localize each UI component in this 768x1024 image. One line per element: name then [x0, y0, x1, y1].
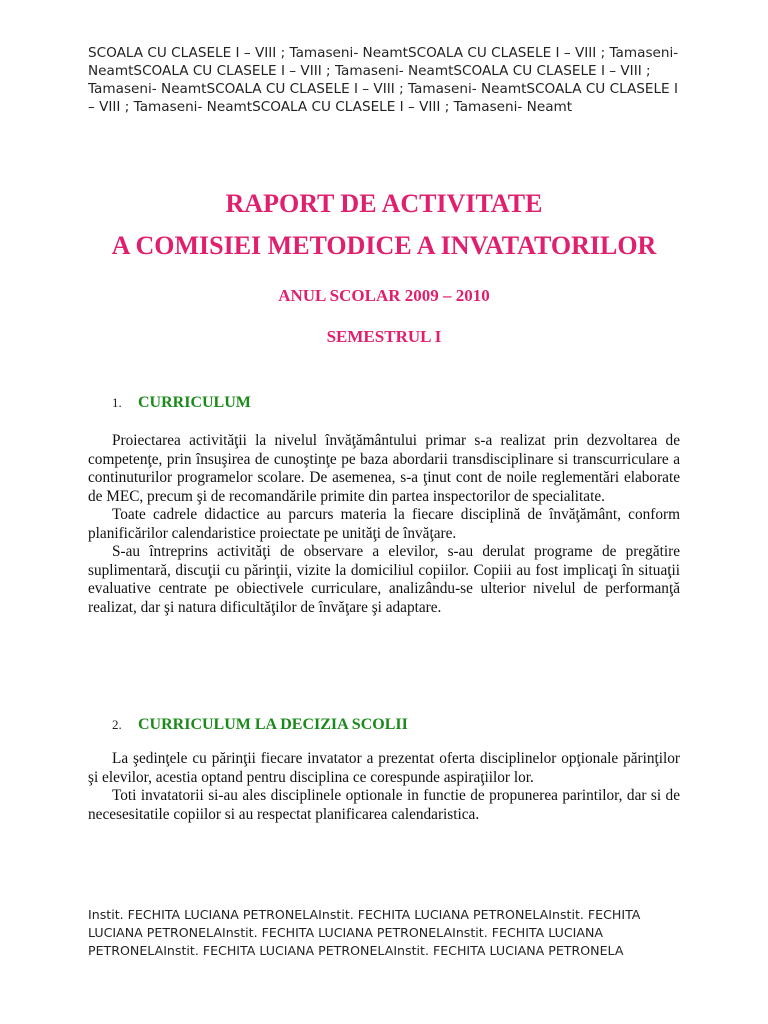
section-body-curriculum-decizia-scolii — [88, 750, 680, 824]
report-title-line-1: RAPORT DE ACTIVITATE — [225, 189, 543, 218]
section-heading-curriculum — [112, 394, 251, 412]
paragraph: Toate cadrele didactice au parcurs materia la fiecare disciplină de învăţământ, conform planificărilor calendaristice proiectate pe unităţi de învăţare. — [88, 506, 680, 542]
report-title-line-2: A COMISIEI METODICE A INVATATORILOR — [111, 231, 657, 260]
semester: SEMESTRUL I — [326, 327, 442, 346]
page-header-school: SCOALA CU CLASELE I – VIII ; Tamaseni- NeamtSCOALA CU CLASELE I – VIII ; Tamaseni- NeamtSCOALA CU CLASELE I – VIII ; Tamaseni- NeamtSCOALA CU CLASELE I – VIII ; Tamaseni- NeamtSCOALA CU CLASELE I – VIII ; Tamaseni- NeamtSCOALA CU CLASELE I – VIII ; Tamaseni- NeamtSCOALA CU CLASELE I – VIII ; Tamaseni- Neamt — [88, 45, 679, 115]
section-body-curriculum — [88, 432, 680, 617]
paragraph: S-au întreprins activităţi de observare a elevilor, s-au derulat programe de pregătire suplimentară, discuţii cu părinţii, vizite la domiciliul copiilor. Copiii au fost implicaţi în situaţii evaluative centrate pe obiectivele curriculare, analizându-se ulterior nivelul de performanţă realizat, dar şi natura dificultăţilor de învăţare şi adaptare. — [88, 543, 680, 616]
paragraph: La şedinţele cu părinţii fiecare invatator a prezentat oferta disciplinelor opţionale părinţilor şi elevilor, acestia optand pentru disciplina ce corespunde aspiraţiilor lor. — [88, 750, 680, 786]
paragraph: Proiectarea activităţii la nivelul învăţământului primar s-a realizat prin dezvoltarea de competenţe, prin însuşirea de cunoştinţe pe baza abordarii transdisciplinare si transcurriculare a continuturilor programelor scolare. De asemenea, s-a ţinut cont de noile reglementări elaborate de MEC, precum şi de recomandările primite din partea inspectorilor de specialitate. — [88, 432, 680, 505]
page-footer-author: Instit. FECHITA LUCIANA PETRONELAInstit. FECHITA LUCIANA PETRONELAInstit. FECHITA LUCIANA PETRONELAInstit. FECHITA LUCIANA PETRONELAInstit. FECHITA LUCIANA PETRONELAInstit. FECHITA LUCIANA PETRONELAInstit. FECHITA LUCIANA PETRONELA — [88, 907, 641, 958]
section-title: CURRICULUM LA DECIZIA SCOLII — [138, 716, 408, 733]
section-heading-curriculum-decizia-scolii — [112, 716, 408, 734]
section-title: CURRICULUM — [138, 394, 251, 411]
section-number: 2. — [112, 717, 122, 732]
paragraph: Toti invatatorii si-au ales disciplinele optionale in functie de propunerea parintilor, dar si de necesesitatile copiilor si au respectat planificarea calendaristica. — [88, 787, 680, 823]
school-year: ANUL SCOLAR 2009 – 2010 — [278, 286, 490, 305]
section-number: 1. — [112, 395, 122, 410]
